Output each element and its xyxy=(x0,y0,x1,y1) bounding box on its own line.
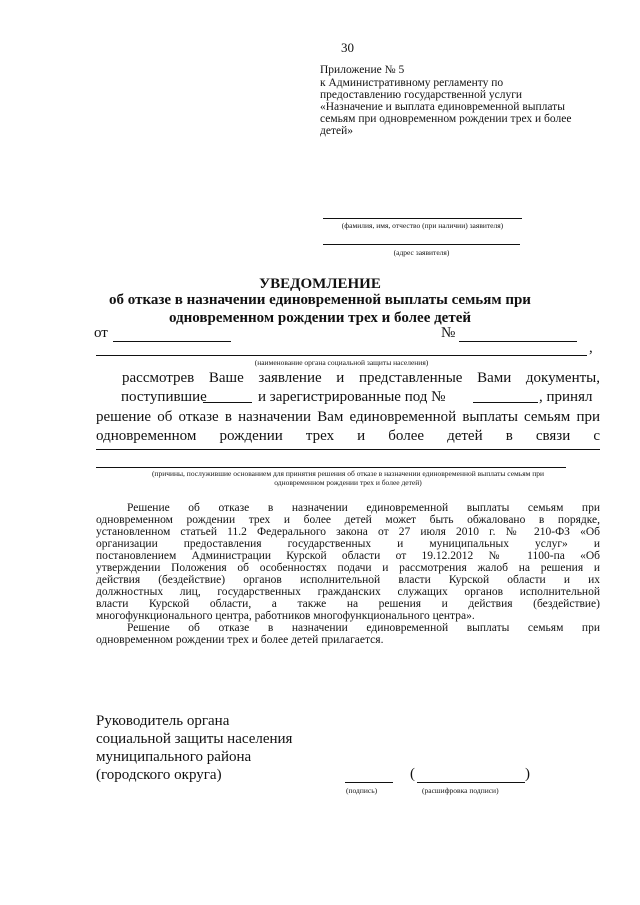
reasons-caption-1: (причины, послужившие основанием для принятия решения об отказе в назначении единовременной выплаты семьям при xyxy=(151,469,545,478)
decode-caption: (расшифровка подписи) xyxy=(422,786,499,795)
number-line xyxy=(459,341,577,342)
signature-line xyxy=(345,782,393,783)
signature-title-4: (городского округа) xyxy=(96,767,222,783)
number-label: № xyxy=(441,325,456,341)
appeal-line-6: утверждении Положения об особенностях подачи и рассмотрения жалоб на решения и xyxy=(96,562,600,574)
decode-line xyxy=(417,782,525,783)
signature-title-1: Руководитель органа xyxy=(96,713,230,729)
reasons-line-2 xyxy=(96,467,566,468)
body-line-2-end: , принял xyxy=(539,389,593,405)
applicant-address-caption: (адрес заявителя) xyxy=(393,248,450,257)
body-line-2-start: поступившие xyxy=(121,389,207,405)
document-subtitle-1: об отказе в назначении единовременной выплаты семьям при xyxy=(109,292,531,308)
applicant-address-line xyxy=(323,244,520,245)
appeal-line-4: организации предоставления государственных и муниципальных услуг» и xyxy=(96,538,600,550)
appendix-line-3: предоставлению государственной услуги xyxy=(320,89,523,101)
reasons-caption-2: одновременном рождении трех и более детей) xyxy=(274,478,422,487)
appeal-line-7: действия (бездействие) органов исполнительной власти Курской области и их xyxy=(96,574,600,586)
applicant-name-caption: (фамилия, имя, отчество (при наличии) заявителя) xyxy=(341,221,504,230)
organization-line xyxy=(96,355,587,356)
appeal-line-2: одновременном рождении трех и более детей может быть обжаловано в порядке, xyxy=(96,514,600,526)
body-line-2-middle: и зарегистрированные под № xyxy=(258,389,446,405)
appeal-line-12: одновременном рождении трех и более детей прилагается. xyxy=(96,634,384,646)
page-number: 30 xyxy=(341,40,354,55)
appendix-line-2: к Административному регламенту по xyxy=(320,77,504,89)
decode-open-paren: ( xyxy=(410,766,415,782)
body-line-3: решение об отказе в назначении Вам единовременной выплаты семьям при xyxy=(96,409,600,425)
body-line-4: одновременном рождении трех и более детей в связи с xyxy=(96,428,600,444)
organization-comma: , xyxy=(589,340,593,356)
date-line xyxy=(113,341,231,342)
appeal-line-5: постановлением Администрации Курской области от 19.12.2012 № 1100-па «Об xyxy=(96,550,600,562)
registration-number-line xyxy=(473,402,538,403)
document-title: УВЕДОМЛЕНИЕ xyxy=(259,276,381,292)
appeal-line-8: должностных лиц, государственных гражданских служащих органов исполнительной xyxy=(96,586,600,598)
body-line-1: рассмотрев Ваше заявление и представленные Вами документы, xyxy=(122,370,600,386)
appeal-line-11: Решение об отказе в назначении единовременной выплаты семьям при xyxy=(127,622,600,634)
applicant-name-line xyxy=(323,218,522,219)
from-label: от xyxy=(94,325,108,341)
signature-title-3: муниципального района xyxy=(96,749,252,765)
appendix-line-6: детей» xyxy=(320,125,353,137)
appeal-line-1: Решение об отказе в назначении единовременной выплаты семьям при xyxy=(127,502,600,514)
appendix-line-4: «Назначение и выплата единовременной выплаты xyxy=(320,101,565,113)
received-date-line xyxy=(203,402,252,403)
signature-title-2: социальной защиты населения xyxy=(96,731,293,747)
decode-close-paren: ) xyxy=(525,766,530,782)
signature-caption: (подпись) xyxy=(346,786,378,795)
document-subtitle-2: одновременном рождении трех и более детей xyxy=(168,310,472,326)
organization-caption: (наименование органа социальной защиты населения) xyxy=(254,358,429,367)
reasons-line-1 xyxy=(96,449,600,450)
appeal-line-9: власти Курской области, а также на решения и действия (бездействие) xyxy=(96,598,600,610)
appendix-line-1: Приложение № 5 xyxy=(320,64,405,76)
appendix-line-5: семьям при одновременном рождении трех и более xyxy=(320,113,572,125)
appeal-line-10: многофункционального центра, работников многофункционального центра». xyxy=(96,610,475,622)
appeal-line-3: установленном статьей 11.2 Федерального закона от 27 июля 2010 г. № 210-ФЗ «Об xyxy=(96,526,600,538)
